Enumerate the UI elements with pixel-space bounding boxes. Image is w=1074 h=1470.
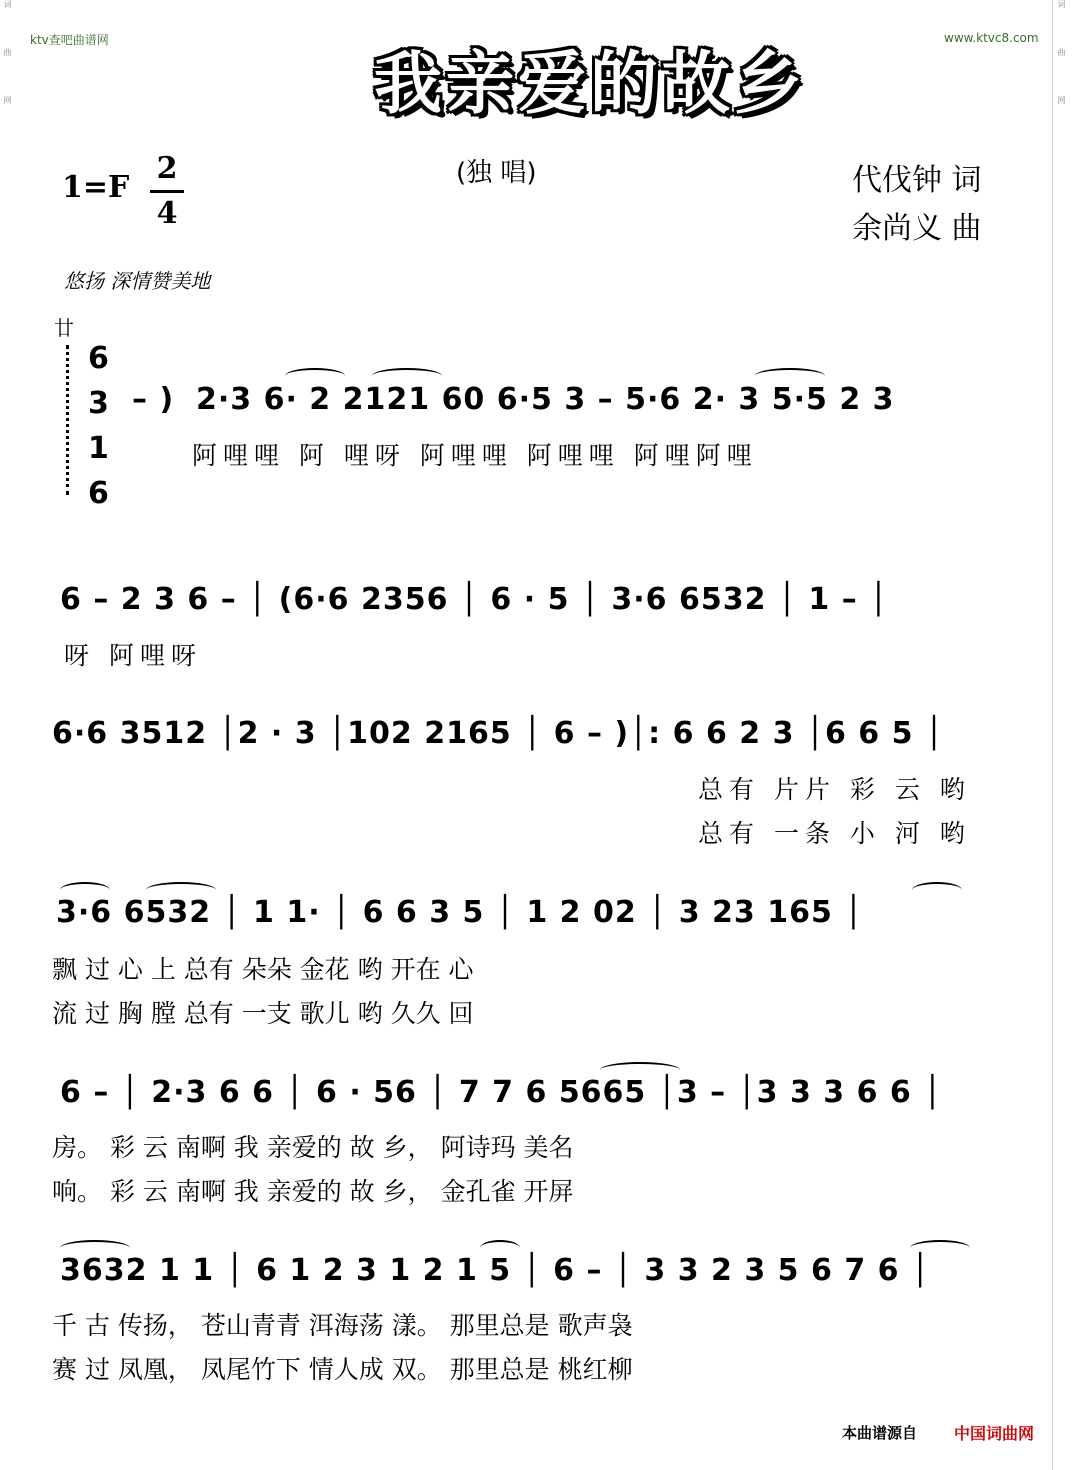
time-signature-bottom: 4	[156, 196, 178, 231]
composer-credit: 余尚义 曲	[852, 211, 982, 246]
lyricist-credit: 代伐钟 词	[852, 163, 982, 198]
intro-chord	[88, 336, 110, 516]
time-signature	[150, 150, 184, 233]
row4-lyrics-verse2: 流 过 胸 膛 总有 一支 歌儿 哟 久久 回	[52, 999, 474, 1028]
row2-notes: 6 – 2 3 6 – │ (6·6 2356 │ 6 · 5 │ 3·6 6532 │ 1 – │	[60, 582, 889, 617]
source-site-link[interactable]: 中国词曲网	[954, 1424, 1035, 1443]
row5-notes: 6 – │ 2·3 6 6 │ 6 · 56 │ 7 7 6 5665 │3 – │3 3 3 6 6 │	[60, 1075, 943, 1110]
site-link-left[interactable]: ktv查吧曲谱网	[30, 33, 109, 47]
left-watermark	[2, 0, 18, 1470]
row5-slur	[600, 1062, 680, 1078]
row4-slur	[912, 882, 962, 898]
row6-notes: 3632 1 1 │ 6 1 2 3 1 2 1 5 │ 6 – │ 3 3 2 3 5 6 7 6 │	[60, 1253, 931, 1288]
site-link-right[interactable]: www.ktvc8.com	[944, 31, 1039, 45]
row6-slur	[480, 1240, 520, 1256]
row1-slur	[285, 368, 345, 384]
song-title: 我亲爱的故乡	[373, 45, 806, 124]
chord-note-3: 1	[88, 431, 110, 466]
row3-lyrics-verse2: 总有 一条 小 河 哟	[698, 819, 971, 848]
key-signature: 1=F	[62, 170, 130, 205]
row6-slur	[60, 1240, 130, 1256]
row4-lyrics-verse1: 飘 过 心 上 总有 朵朵 金花 哟 开在 心	[52, 955, 474, 984]
row1-lyrics: 阿哩哩 阿 哩呀 阿哩哩 阿哩哩 阿哩阿哩	[192, 441, 758, 470]
row5-lyrics-verse1: 房。 彩 云 南啊 我 亲爱的 故 乡， 阿诗玛 美名	[52, 1133, 574, 1162]
intro-rest: – )	[132, 382, 175, 417]
right-border-line	[1052, 0, 1053, 1470]
row1-slur	[755, 368, 825, 384]
chord-note-1: 6	[88, 341, 110, 376]
row4-slur	[60, 882, 110, 898]
row4-notes: 3·6 6532 │ 1 1· │ 6 6 3 5 │ 1 2 02 │ 3 23 165 │	[56, 895, 864, 930]
intro-mark: 廿	[54, 316, 74, 340]
row3-lyrics-verse1: 总有 片片 彩 云 哟	[698, 775, 971, 804]
row6-lyrics-verse2: 赛 过 凤凰， 凤尾竹下 情人成 双。 那里总是 桃红柳	[52, 1355, 633, 1384]
row1-slur	[372, 368, 442, 384]
performance-type: (独 唱)	[456, 158, 537, 188]
right-watermark	[1056, 0, 1072, 1470]
source-label: 本曲谱源自	[842, 1424, 918, 1442]
row2-lyrics: 呀 阿哩呀	[64, 641, 202, 670]
tempo-marking: 悠扬 深情赞美地	[64, 269, 211, 293]
row3-notes: 6·6 3512 │2 · 3 │102 2165 │ 6 – )│: 6 6 2 3 │6 6 5 │	[52, 716, 944, 751]
time-signature-top: 2	[156, 151, 178, 186]
time-signature-line	[150, 190, 184, 193]
row6-lyrics-verse1: 千 古 传扬， 苍山青青 洱海荡 漾。 那里总是 歌声袅	[52, 1311, 633, 1340]
row1-notes: 2·3 6· 2 2121 60 6·5 3 – 5·6 2· 3 5·5 2 3	[196, 382, 895, 417]
row5-lyrics-verse2: 响。 彩 云 南啊 我 亲爱的 故 乡， 金孔雀 开屏	[52, 1177, 574, 1206]
arpeggio-line	[66, 345, 75, 495]
row6-slur	[910, 1240, 970, 1256]
left-watermark-text: 词曲网	[3, 0, 12, 144]
row4-slur	[146, 882, 216, 898]
chord-note-2: 3	[88, 386, 110, 421]
chord-note-4: 6	[88, 476, 110, 511]
right-watermark-text: 词曲网	[1057, 0, 1066, 144]
